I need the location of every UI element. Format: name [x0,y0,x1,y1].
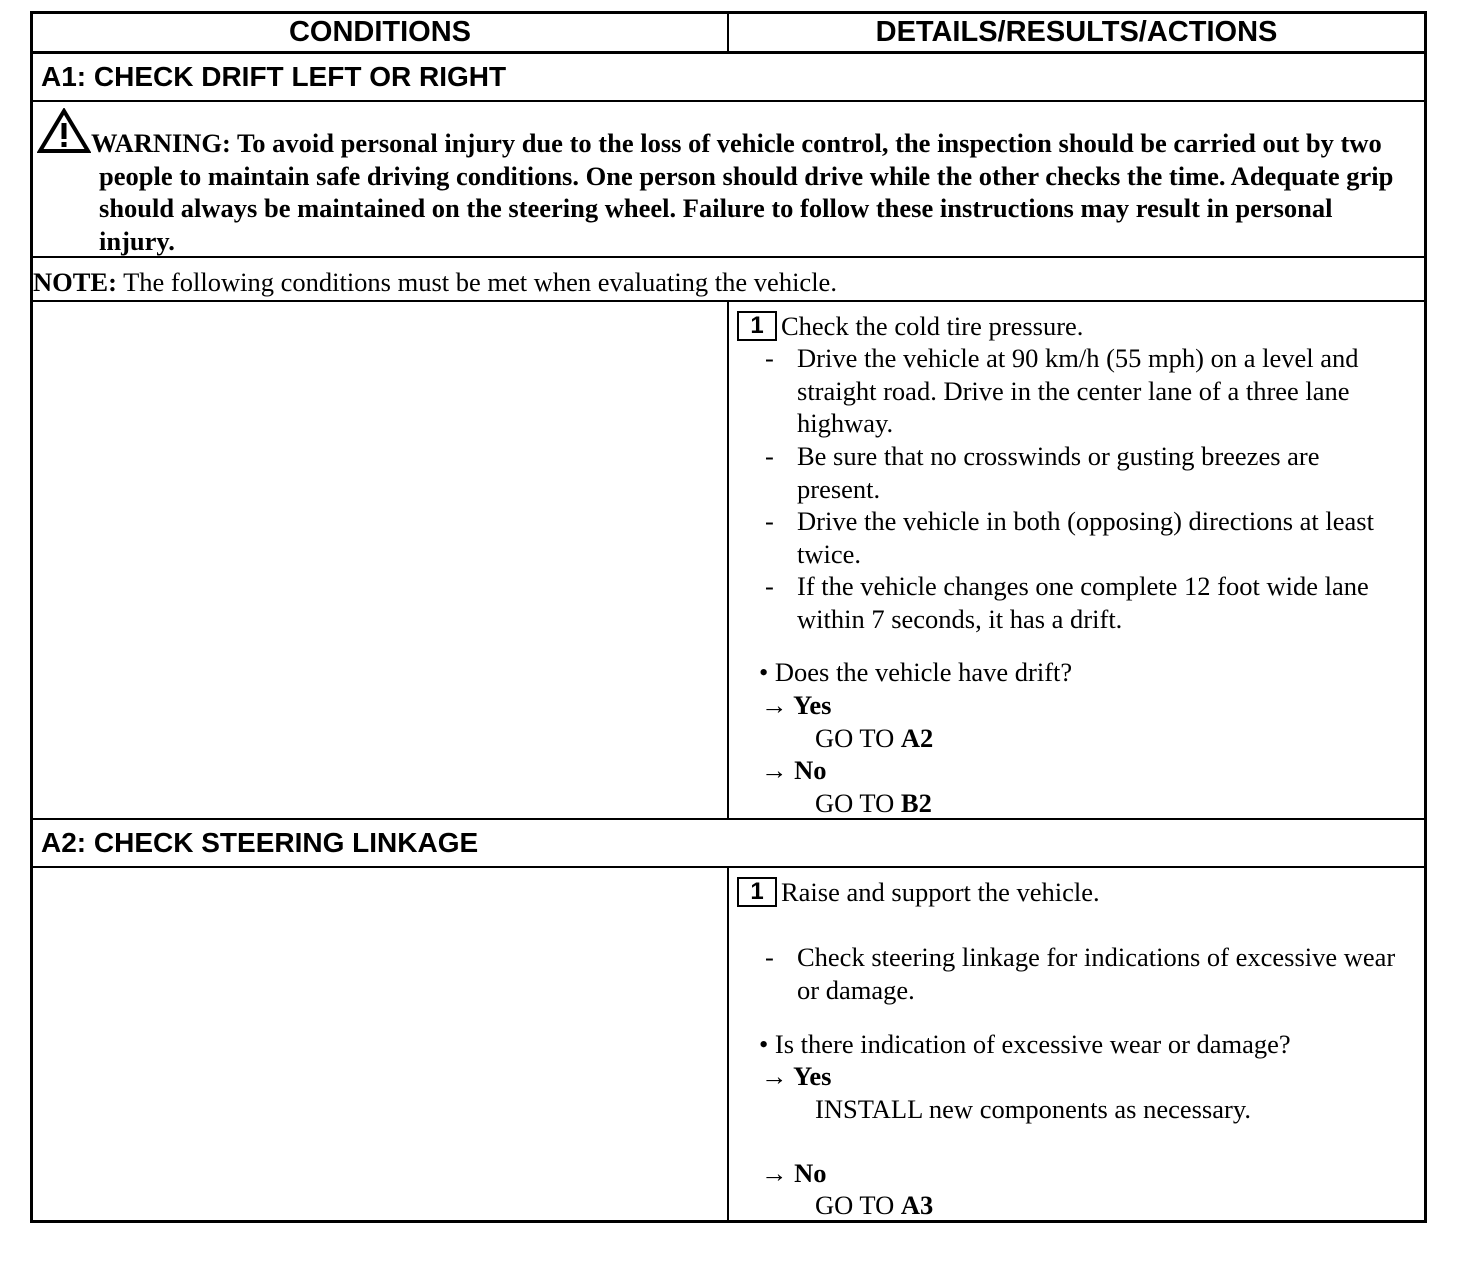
a1-yes-label: → Yes [761,690,832,720]
note-text: The following conditions must be met when evaluating the vehicle. [116,267,837,297]
a1-yes-action: GO TO A2 [815,723,934,753]
a1-step [737,310,1083,343]
a1-bullet-2: - Be sure that no crosswinds or gusting breezes are present. [765,441,1320,504]
a1-question: • Does the vehicle have drift? [759,657,1073,687]
section-title-a2: A2: CHECK STEERING LINKAGE [33,820,1424,868]
a1-bullet-3: - Drive the vehicle in both (opposing) directions at least twice. [765,506,1374,569]
a1-step-text: Check the cold tire pressure. [781,311,1084,341]
a1-step-number: 1 [737,311,777,341]
a2-bullet-1: - Check steering linkage for indications of excessive wear or damage. [765,942,1396,1005]
table-header [33,14,1424,54]
note-label: NOTE: [33,267,117,297]
note-line [33,258,1424,302]
a2-question: • Is there indication of excessive wear or damage? [759,1029,1291,1059]
a2-no-label: → No [761,1158,827,1188]
a1-no-action: GO TO B2 [815,788,932,818]
warning-box [33,102,1424,258]
a2-step-number: 1 [737,877,777,907]
a2-step-text: Raise and support the vehicle. [781,877,1100,907]
warning-text: WARNING: To avoid personal injury due to the loss of vehicle control, the inspection should be carried out by two people to maintain safe driving conditions. One person should drive while the other checks the time. Adequate grip should always be maintained on the steering wheel. Failure to follow these instructions may result in personal injury. [91,128,1394,256]
a1-conditions-cell [33,302,729,818]
warning-triangle-icon [37,108,91,154]
header-conditions: CONDITIONS [33,14,729,51]
a2-row [33,868,1424,1220]
a1-row [33,302,1424,820]
a2-step [737,876,1100,909]
a2-conditions-cell [33,868,729,1220]
a1-details-cell [729,302,1424,818]
header-details: DETAILS/RESULTS/ACTIONS [875,16,1278,48]
a1-bullet-4: - If the vehicle changes one complete 12 foot wide lane within 7 seconds, it has a drift. [765,571,1369,634]
a2-details-cell [729,868,1424,1220]
a1-bullet-1: - Drive the vehicle at 90 km/h (55 mph) on a level and straight road. Drive in the center lane of a three lane highway. [765,343,1359,438]
a2-no-action: GO TO A3 [815,1190,934,1220]
a2-yes-action: INSTALL new components as necessary. [815,1094,1251,1124]
section-title-a1: A1: CHECK DRIFT LEFT OR RIGHT [33,54,1424,102]
diagnostic-table [30,11,1427,1223]
a1-no-label: → No [761,755,827,785]
a2-yes-label: → Yes [761,1061,832,1091]
